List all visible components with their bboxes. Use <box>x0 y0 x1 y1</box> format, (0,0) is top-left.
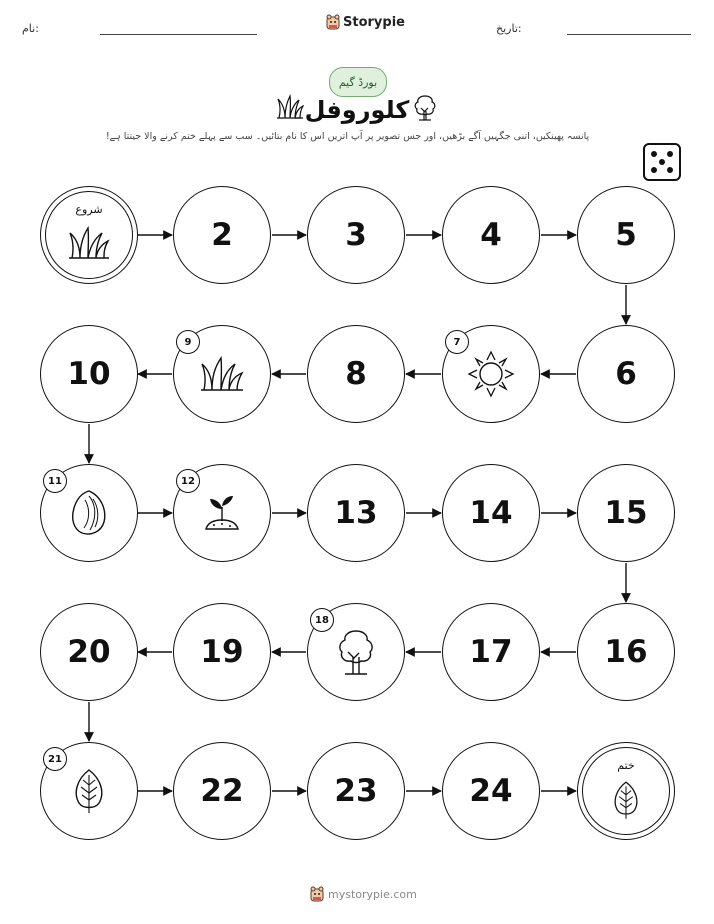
board-space-start <box>40 186 138 284</box>
board-space-picture <box>173 325 271 423</box>
board-space <box>442 603 540 701</box>
space-number-tag: 7 <box>445 330 469 354</box>
space-number: 8 <box>345 356 367 392</box>
space-number: 3 <box>345 217 367 253</box>
name-label: نام: <box>22 22 39 35</box>
board-space-picture <box>307 603 405 701</box>
board-space <box>307 186 405 284</box>
space-number: 5 <box>615 217 637 253</box>
grass-icon <box>199 355 245 393</box>
board-space <box>577 603 675 701</box>
space-number: 24 <box>469 773 513 809</box>
board-space <box>173 742 271 840</box>
space-number-tag: 18 <box>310 608 334 632</box>
instructions: پانسہ پھینکیں، اتنی جگہیں آگے بڑھیں، اور جس تصویر پر آپ اتریں اس کا نام بتائیں۔ سب سے پہلے ختم کرنے والا جیتتا ہے! <box>105 131 590 142</box>
space-number: 10 <box>67 356 111 392</box>
sun-icon <box>465 348 517 400</box>
start-label: شروع <box>75 203 103 216</box>
space-number-tag: 9 <box>176 330 200 354</box>
space-number: 4 <box>480 217 502 253</box>
board-space <box>442 742 540 840</box>
space-number: 17 <box>469 634 513 670</box>
board-space <box>577 186 675 284</box>
board-space <box>40 603 138 701</box>
space-number: 2 <box>211 217 233 253</box>
space-number: 20 <box>67 634 111 670</box>
board-space <box>173 186 271 284</box>
board-space <box>577 325 675 423</box>
sprout-icon <box>200 491 244 535</box>
board-space-picture <box>442 325 540 423</box>
board-space-finish <box>577 742 675 840</box>
leaf-icon <box>609 779 643 821</box>
board-space <box>307 742 405 840</box>
brand-name: Storypie <box>343 14 405 30</box>
tree-icon <box>334 627 378 677</box>
board-space-picture <box>40 464 138 562</box>
board-space-picture <box>173 464 271 562</box>
space-number: 16 <box>604 634 648 670</box>
date-label: تاریخ: <box>496 22 522 35</box>
grass-icon <box>67 225 111 261</box>
footer <box>310 886 417 902</box>
board-space <box>577 464 675 562</box>
space-number: 23 <box>334 773 378 809</box>
space-number: 22 <box>200 773 244 809</box>
board-space <box>442 186 540 284</box>
space-number: 13 <box>334 495 378 531</box>
board-space <box>442 464 540 562</box>
space-number: 14 <box>469 495 513 531</box>
space-number-tag: 21 <box>43 747 67 771</box>
board-space <box>173 603 271 701</box>
space-number: 19 <box>200 634 244 670</box>
board-space <box>307 325 405 423</box>
space-number-tag: 11 <box>43 469 67 493</box>
space-number: 15 <box>604 495 648 531</box>
page-title: کلوروفل <box>304 96 410 124</box>
space-number: 6 <box>615 356 637 392</box>
board-game-badge: بورڈ گیم <box>329 67 387 97</box>
space-number-tag: 12 <box>176 469 200 493</box>
board-space-picture <box>40 742 138 840</box>
board-space <box>307 464 405 562</box>
leaf-icon <box>69 767 109 815</box>
footer-url[interactable]: mystorypie.com <box>328 887 417 901</box>
storypie-logo-icon <box>310 886 324 902</box>
finish-label: ختم <box>617 759 635 772</box>
seed-icon <box>68 488 110 538</box>
board-space <box>40 325 138 423</box>
